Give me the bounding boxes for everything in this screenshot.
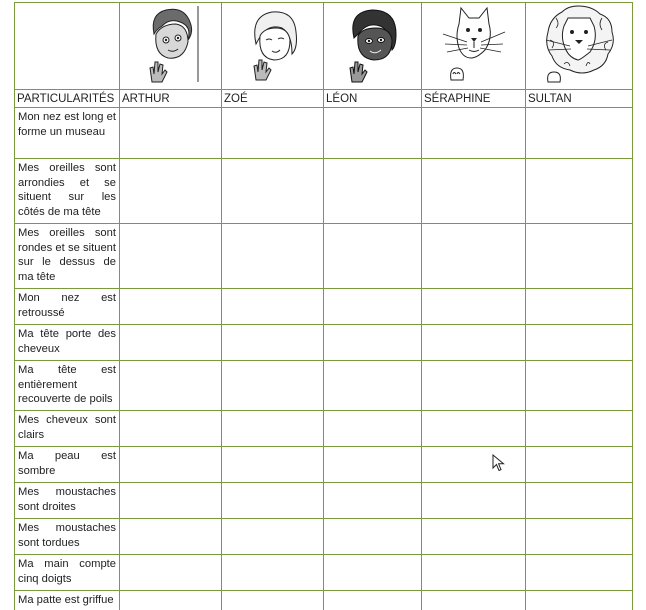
answer-cell[interactable] (222, 159, 324, 224)
leon-portrait-cell (324, 3, 422, 90)
answer-cell[interactable] (526, 555, 633, 591)
answer-cell[interactable] (324, 447, 422, 483)
answer-cell[interactable] (324, 224, 422, 289)
answer-cell[interactable] (422, 108, 526, 159)
answer-cell[interactable] (324, 289, 422, 325)
criterion-cell: Ma tête porte des cheveux (15, 325, 120, 361)
criterion-cell: Mes oreilles sont arrondies et se situent sur les côtés de ma tête (15, 159, 120, 224)
answer-cell[interactable] (324, 483, 422, 519)
answer-cell[interactable] (422, 159, 526, 224)
answer-cell[interactable] (120, 519, 222, 555)
criterion-cell: Mes moustaches sont tordues (15, 519, 120, 555)
answer-cell[interactable] (120, 447, 222, 483)
particularites-header: PARTICULARITÉS (15, 90, 120, 108)
answer-cell[interactable] (222, 325, 324, 361)
girl-face-icon (242, 4, 304, 84)
answer-cell[interactable] (120, 483, 222, 519)
answer-cell[interactable] (526, 325, 633, 361)
header-row (15, 90, 633, 108)
criterion-cell: Mes cheveux sont clairs (15, 411, 120, 447)
answer-cell[interactable] (324, 361, 422, 411)
answer-cell[interactable] (422, 519, 526, 555)
answer-cell[interactable] (120, 325, 222, 361)
answer-cell[interactable] (120, 108, 222, 159)
arthur-portrait-cell (120, 3, 222, 90)
criterion-cell: Mon nez est retroussé (15, 289, 120, 325)
answer-cell[interactable] (526, 483, 633, 519)
answer-cell[interactable] (324, 325, 422, 361)
leon-header: LÉON (324, 90, 422, 108)
answer-cell[interactable] (324, 591, 422, 610)
answer-cell[interactable] (526, 289, 633, 325)
answer-cell[interactable] (422, 591, 526, 610)
zoe-portrait-cell (222, 3, 324, 90)
table-row (15, 591, 633, 610)
lion-face-icon (542, 4, 616, 84)
seraphine-header: SÉRAPHINE (422, 90, 526, 108)
answer-cell[interactable] (120, 411, 222, 447)
dark-boy-face-icon (342, 4, 404, 84)
answer-cell[interactable] (222, 591, 324, 610)
table-row (15, 411, 633, 447)
answer-cell[interactable] (526, 591, 633, 610)
answer-cell[interactable] (526, 159, 633, 224)
answer-cell[interactable] (422, 361, 526, 411)
answer-cell[interactable] (324, 411, 422, 447)
criterion-cell: Mes oreilles sont rondes et se situent sur le dessus de ma tête (15, 224, 120, 289)
table-row (15, 325, 633, 361)
portrait-row (15, 3, 633, 90)
answer-cell[interactable] (120, 361, 222, 411)
zoe-header: ZOÉ (222, 90, 324, 108)
answer-cell[interactable] (422, 224, 526, 289)
answer-cell[interactable] (526, 361, 633, 411)
criterion-cell: Ma patte est griffue (15, 591, 120, 610)
mouse-cursor-icon (492, 454, 506, 472)
answer-cell[interactable] (422, 325, 526, 361)
criterion-cell: Ma tête est entièrement recouverte de poils (15, 361, 120, 411)
table-row (15, 519, 633, 555)
answer-cell[interactable] (120, 555, 222, 591)
cat-face-icon (441, 4, 507, 84)
table-row (15, 289, 633, 325)
answer-cell[interactable] (422, 483, 526, 519)
answer-cell[interactable] (324, 108, 422, 159)
answer-cell[interactable] (222, 289, 324, 325)
answer-cell[interactable] (526, 519, 633, 555)
answer-cell[interactable] (526, 224, 633, 289)
answer-cell[interactable] (526, 108, 633, 159)
table-row (15, 483, 633, 519)
answer-cell[interactable] (422, 289, 526, 325)
criterion-cell: Mon nez est long et forme un museau (15, 108, 120, 159)
answer-cell[interactable] (526, 447, 633, 483)
answer-cell[interactable] (222, 483, 324, 519)
answer-cell[interactable] (324, 159, 422, 224)
answer-cell[interactable] (120, 591, 222, 610)
answer-cell[interactable] (526, 411, 633, 447)
answer-cell[interactable] (222, 519, 324, 555)
answer-cell[interactable] (222, 108, 324, 159)
empty-corner-cell (15, 3, 120, 90)
answer-cell[interactable] (324, 555, 422, 591)
table-row (15, 224, 633, 289)
seraphine-portrait-cell (422, 3, 526, 90)
table-row (15, 159, 633, 224)
boy-face-icon (140, 4, 202, 84)
answer-cell[interactable] (222, 555, 324, 591)
table-row (15, 447, 633, 483)
sultan-portrait-cell (526, 3, 633, 90)
table-row (15, 108, 633, 159)
answer-cell[interactable] (324, 519, 422, 555)
criterion-cell: Mes moustaches sont droites (15, 483, 120, 519)
answer-cell[interactable] (422, 555, 526, 591)
table-row (15, 555, 633, 591)
answer-cell[interactable] (222, 224, 324, 289)
table-row (15, 361, 633, 411)
sultan-header: SULTAN (526, 90, 633, 108)
answer-cell[interactable] (222, 411, 324, 447)
criterion-cell: Ma peau est sombre (15, 447, 120, 483)
answer-cell[interactable] (422, 411, 526, 447)
answer-cell[interactable] (120, 224, 222, 289)
arthur-header: ARTHUR (120, 90, 222, 108)
criterion-cell: Ma main compte cinq doigts (15, 555, 120, 591)
answer-cell[interactable] (120, 289, 222, 325)
answer-cell[interactable] (120, 159, 222, 224)
answer-cell[interactable] (222, 447, 324, 483)
answer-cell[interactable] (422, 447, 526, 483)
answer-cell[interactable] (222, 361, 324, 411)
characteristics-table (14, 2, 633, 610)
